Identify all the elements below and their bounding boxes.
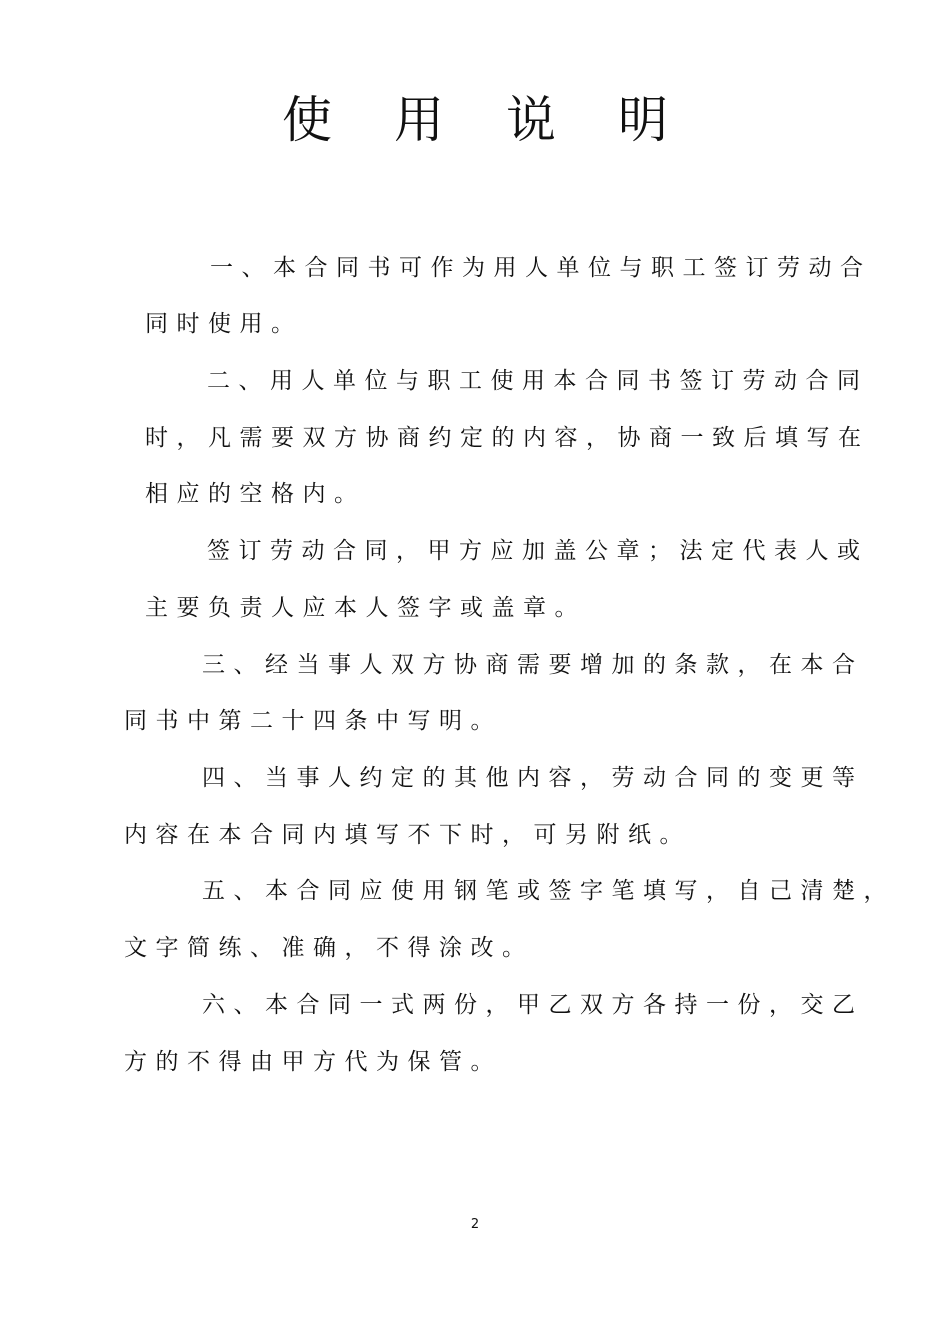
page-title: 使用说明	[282, 91, 730, 149]
paragraph-1-line-2: 同时使用。	[145, 311, 303, 337]
paragraph-5-line-2: 内容在本合同内填写不下时，可另附纸。	[124, 822, 691, 848]
paragraph-3-line-2: 主要负责人应本人签字或盖章。	[145, 595, 586, 621]
paragraph-2-line-1: 二、用人单位与职工使用本合同书签订劳动合同	[207, 368, 869, 394]
paragraph-4-line-1: 三、经当事人双方协商需要增加的条款，在本合	[202, 652, 864, 678]
paragraph-6-line-2: 文字简练、准确，不得涂改。	[124, 935, 534, 961]
page-number: 2	[470, 1217, 480, 1232]
paragraph-5-line-1: 四、当事人约定的其他内容，劳动合同的变更等	[202, 765, 864, 791]
paragraph-2-line-2: 时，凡需要双方协商约定的内容，协商一致后填写在	[145, 425, 870, 451]
paragraph-3-line-1: 签订劳动合同，甲方应加盖公章；法定代表人或	[207, 538, 869, 564]
paragraph-1-line-1: 一、本合同书可作为用人单位与职工签订劳动合	[210, 255, 872, 281]
paragraph-6-line-1: 五、本合同应使用钢笔或签字笔填写，自己清楚，	[202, 878, 895, 904]
paragraph-4-line-2: 同书中第二十四条中写明。	[124, 708, 502, 734]
paragraph-7-line-1: 六、本合同一式两份，甲乙双方各持一份，交乙	[202, 992, 864, 1018]
paragraph-7-line-2: 方的不得由甲方代为保管。	[124, 1049, 502, 1075]
paragraph-2-line-3: 相应的空格内。	[145, 481, 366, 507]
